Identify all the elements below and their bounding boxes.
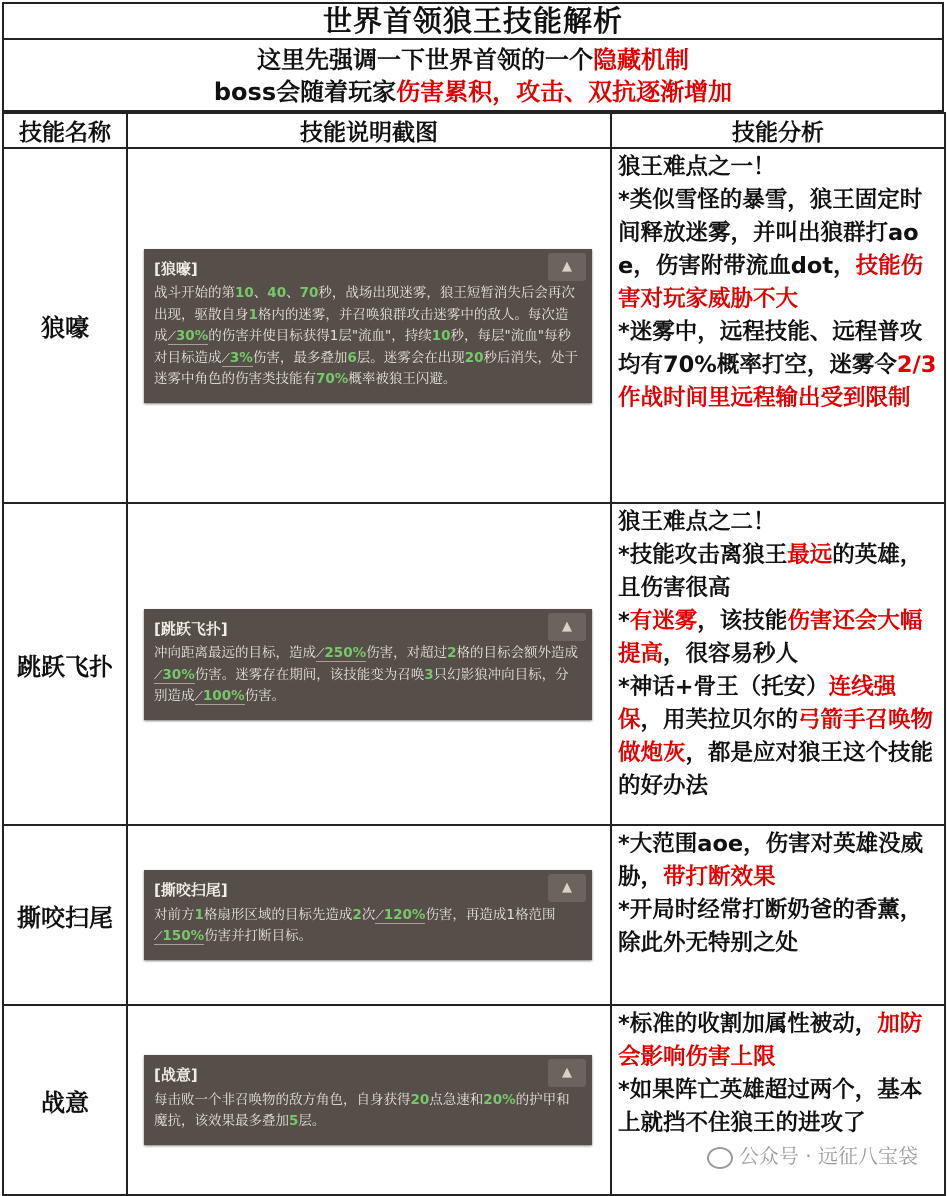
skill-tooltip-title: [ 跳跃飞扑 ] (154, 619, 580, 641)
mechanic-notice (2, 40, 944, 112)
analysis-text: *标准的收割加属性被动， (618, 1011, 878, 1037)
analysis-highlight: 伤害还会大幅提高 (618, 608, 923, 667)
tooltip-text: 伤害并打断目标。 (204, 928, 313, 945)
tooltip-text: 冲向距离最远的目标，造成 (154, 645, 316, 661)
skill-tooltip-card (144, 609, 592, 720)
skill-row (3, 825, 945, 1005)
tooltip-number: 3% (229, 349, 253, 366)
analysis-highlight: 最远 (787, 542, 833, 568)
analysis-text: *神话+骨王（托安） (618, 674, 829, 700)
tooltip-text: 点急速和 (429, 1091, 484, 1108)
notice-line-1 (4, 44, 942, 76)
tooltip-number: 2 (352, 906, 362, 923)
tooltip-text: 伤害。 (244, 688, 286, 704)
tooltip-number: 1 (248, 306, 258, 323)
page-title: 世界首领狼王技能解析 (2, 2, 944, 40)
analysis-text: *开局时经常打断奶爸的香薰，除此外无特别之处 (618, 897, 923, 956)
tooltip-text: 格的目标会额外造成 (456, 645, 579, 661)
skill-tooltip-body (154, 1090, 580, 1133)
skill-tooltip-title: [ 狼嚎 ] (154, 259, 580, 281)
notice-line-2 (4, 76, 942, 108)
tooltip-number: 5 (289, 1113, 299, 1130)
tooltip-number: 30% (162, 666, 195, 683)
damage-value (154, 928, 204, 945)
tooltip-number: 20% (483, 1091, 516, 1108)
skill-tooltip-body (154, 643, 580, 708)
wechat-icon (707, 1147, 733, 1169)
tooltip-text: 秒，每层"流血"每秒对目标造成 (154, 328, 571, 366)
skill-row (3, 148, 945, 503)
analysis-text: *如果阵亡英雄超过两个，基本上就挡不住狼王的进攻了 (618, 1077, 923, 1136)
sword-icon: ⟋ (167, 329, 176, 343)
tooltip-number: 10 (235, 285, 254, 301)
skill-table (2, 112, 946, 1196)
tooltip-number: 250% (324, 645, 367, 661)
header-skill-analysis: 技能分析 (611, 113, 945, 148)
tooltip-text: 层。 (298, 1113, 326, 1130)
skill-screenshot-cell (127, 1005, 611, 1195)
collapse-icon[interactable]: ▲ (548, 1059, 586, 1087)
analysis-text: 的英雄，且伤害很高 (618, 542, 923, 601)
notice-line-1-text: 这里先强调一下世界首领的一个 (257, 46, 593, 74)
skill-name: 跳跃飞扑 (3, 503, 127, 825)
damage-value (154, 667, 195, 684)
tooltip-text: 的伤害并使目标获得1层"流血"，持续 (208, 328, 432, 344)
skill-screenshot-cell (127, 148, 611, 503)
damage-value (316, 645, 366, 662)
tooltip-text: 的护甲和魔抗，该效果最多叠加 (154, 1091, 570, 1130)
skill-name: 狼嚎 (3, 148, 127, 503)
tooltip-text: 每击败一个非召唤物的敌方角色，自身获得 (154, 1091, 411, 1108)
damage-value (195, 688, 245, 705)
watermark-text: 公众号 · 远征八宝袋 (738, 1144, 918, 1168)
analysis-highlight: 带打断效果 (663, 864, 776, 890)
tooltip-text: 伤害，再造成1格范围 (425, 906, 556, 923)
sword-icon: ⟋ (221, 350, 230, 365)
damage-value (222, 350, 253, 367)
sword-icon: ⟋ (154, 667, 163, 682)
watermark-footer (707, 1140, 918, 1169)
tooltip-number: 3 (424, 666, 434, 683)
tooltip-text: 、 (253, 285, 268, 301)
skill-row (3, 503, 945, 825)
notice-line-1-highlight: 隐藏机制 (593, 46, 689, 74)
tooltip-text: 只幻影狼冲向目标，分别造成 (154, 666, 569, 704)
tooltip-number: 100% (202, 688, 245, 704)
tooltip-number: 20 (464, 349, 484, 366)
tooltip-text: 次 (361, 906, 376, 923)
skill-analysis (611, 825, 945, 1005)
analysis-highlight: 技能伤害对玩家威胁不大 (618, 253, 924, 312)
skill-tooltip-body (154, 905, 580, 948)
tooltip-number: 20 (410, 1091, 430, 1108)
skill-name: 战意 (3, 1005, 127, 1195)
tooltip-text: 伤害，对超过 (366, 645, 448, 661)
skill-tooltip-card (144, 249, 592, 403)
analysis-text: *迷雾中，远程技能、远程普攻均有70%概率打空，迷雾令 (618, 319, 923, 378)
notice-line-2-highlight: 伤害累积，攻击、双抗逐渐增加 (396, 78, 733, 106)
notice-line-2-text: boss会随着玩家 (213, 78, 397, 106)
tooltip-text: 层。迷雾会在出现 (356, 349, 465, 366)
tooltip-text: 伤害。迷雾存在期间，该技能变为召唤 (194, 666, 425, 683)
header-row (3, 113, 945, 148)
analysis-text: *技能攻击离狼王 (618, 542, 788, 568)
analysis-text: 狼王难点之一！ (618, 154, 776, 180)
tooltip-text: 秒，战场出现迷雾，狼王短暂消失后会再次出现，驱散自身 (154, 285, 575, 323)
tooltip-number: 120% (383, 906, 426, 923)
analysis-text: *类似雪怪的暴雪，狼王固定时间释放迷雾，并叫出狼群打aoe，伤害附带流血dot， (618, 187, 923, 279)
header-skill-name: 技能名称 (3, 113, 127, 148)
analysis-text: ，都是应对狼王这个技能的好办法 (618, 740, 934, 799)
tooltip-text: 对前方 (154, 906, 195, 923)
analysis-text: ，很容易秒人 (663, 641, 799, 667)
analysis-highlight: 2/3作战时间里远程输出受到限制 (618, 352, 937, 411)
sword-icon: ⟋ (375, 907, 384, 922)
tooltip-number: 70% (316, 371, 349, 387)
skill-tooltip-card (144, 1055, 592, 1145)
collapse-icon[interactable]: ▲ (548, 874, 586, 902)
collapse-icon[interactable]: ▲ (548, 253, 586, 281)
skill-tooltip-title: [ 战意 ] (154, 1065, 580, 1087)
skill-screenshot-cell (127, 825, 611, 1005)
analysis-highlight: 连线强保 (618, 674, 897, 733)
tooltip-number: 2 (447, 645, 457, 661)
analysis-text: *大范围aoe，伤害对英雄没威胁， (618, 831, 924, 890)
skill-analysis (611, 148, 945, 503)
tooltip-number: 30% (175, 328, 209, 344)
tooltip-text: 格内的迷雾，并召唤狼群攻击迷雾中的敌人。每次造成 (154, 306, 569, 344)
header-skill-screenshot: 技能说明截图 (127, 113, 611, 148)
skill-tooltip-card (144, 870, 592, 960)
analysis-text: 狼王难点之二！ (618, 509, 776, 535)
sword-icon: ⟋ (194, 689, 203, 703)
analysis-highlight: 弓箭手召唤物做炮灰 (618, 707, 934, 766)
skill-analysis (611, 503, 945, 825)
damage-value (168, 328, 209, 345)
damage-value (375, 907, 425, 924)
skill-name: 撕咬扫尾 (3, 825, 127, 1005)
tooltip-number: 70 (299, 285, 319, 301)
skill-tooltip-body (154, 283, 580, 391)
skill-tooltip-title: [ 撕咬扫尾 ] (154, 880, 580, 902)
collapse-icon[interactable]: ▲ (548, 613, 586, 641)
tooltip-text: 格扇形区域的目标先造成 (203, 906, 353, 923)
analysis-text: ，用芙拉贝尔的 (640, 707, 799, 733)
skill-screenshot-cell (127, 503, 611, 825)
tooltip-number: 40 (267, 285, 287, 301)
sword-icon: ⟋ (154, 929, 163, 944)
analysis-text: ，该技能 (697, 608, 788, 634)
tooltip-text: 秒后消失，处于迷雾中角色的伤害类技能有 (154, 349, 579, 387)
tooltip-number: 1 (194, 906, 204, 923)
tooltip-number: 150% (162, 928, 205, 945)
sword-icon: ⟋ (316, 646, 325, 660)
tooltip-text: 概率被狼王闪避。 (348, 371, 457, 387)
analysis-text: * (618, 608, 630, 634)
tooltip-number: 10 (431, 328, 451, 344)
tooltip-text: 、 (286, 285, 300, 301)
analysis-highlight: 加防会影响伤害上限 (618, 1011, 923, 1070)
tooltip-number: 6 (347, 349, 357, 366)
tooltip-text: 伤害，最多叠加 (252, 349, 348, 366)
analysis-highlight: 有迷雾 (629, 608, 698, 634)
tooltip-text: 战斗开始的第 (154, 285, 235, 301)
